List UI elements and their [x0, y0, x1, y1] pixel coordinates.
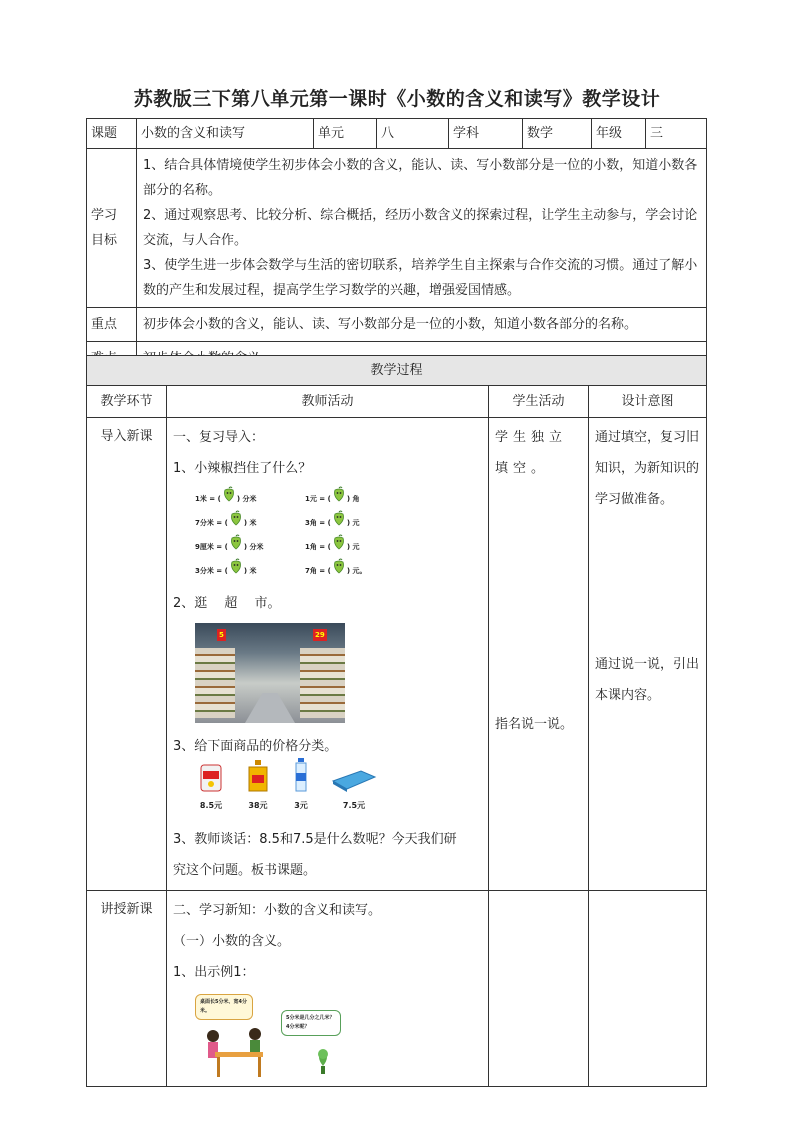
unit-value: 八 [377, 119, 449, 149]
pepper-icon [229, 558, 243, 585]
pepper-icon [332, 534, 346, 561]
info-table [86, 118, 707, 376]
design-intent-intro: 通过填空，复习旧知识，为新知识的学习做准备。 通过说一说，引出本课内容。 [589, 418, 707, 891]
product-detergent: 8.5元 [199, 763, 223, 818]
unit-label: 单元 [314, 119, 377, 149]
grade-label: 年级 [592, 119, 646, 149]
pepper-equations [195, 486, 482, 582]
teacher-activity-new: 二、学习新知：小数的含义和读写。 （一）小数的含义。 1、出示例1： 桌面长5分米、宽4分米。 5分米是几分之几米？4分米呢？ [167, 891, 489, 1087]
speech-bubble: 5分米是几分之几米？4分米呢？ [281, 1010, 341, 1036]
student-activity-intro: 学生独立填空。 指名说一说。 [489, 418, 589, 891]
students-at-desk-icon [195, 992, 355, 1082]
supermarket-image [195, 623, 345, 723]
goal-item: 2、通过观察思考、比较分析、综合概括，经历小数含义的探索过程，让学生主动参与，学会讨论交流，与人合作。 [143, 208, 698, 248]
pepper-equation: 1元 = ( ) 角 [305, 486, 359, 513]
towel-icon [331, 767, 377, 793]
pepper-equation: 1角 = ( ) 元 [305, 534, 359, 561]
pepper-icon [222, 486, 236, 513]
col-stage: 教学环节 [87, 386, 167, 418]
pepper-equation: 3分米 = ( ) 米 [195, 558, 256, 585]
teacher-activity-intro: 一、复习导入： 1、小辣椒挡住了什么？ 1米 = ( ) 分米 1元 = ( ) 角 7分米 = ( ) 米 3角 = ( ) 元 9厘米 = ( ) 分米 1角 = ( ) 元 3分米 = ( ) 米 7角 = ( ) 元。 2、逛 超 市。 5 29 3、给下面商品的价格分类。 8.5元 38元 3元 7.5元 3、教师谈话：8.5和7.5是什么数呢？今天我们研 究这个问题。板书课题。 [167, 418, 489, 891]
pepper-icon [229, 510, 243, 537]
pepper-equation: 1米 = ( ) 分米 [195, 486, 256, 513]
product-oil: 38元 [245, 759, 271, 818]
goal-item: 1、结合具体情境使学生初步体会小数的含义，能认、读、写小数部分是一位的小数，知道小数各部分的名称。 [143, 158, 698, 198]
price-sign: 5 [219, 631, 224, 639]
process-header: 教学过程 [87, 356, 707, 386]
stage-intro: 导入新课 [87, 418, 167, 891]
goals-label: 学习 目标 [87, 149, 137, 308]
detergent-icon [199, 763, 223, 793]
pepper-equation: 3角 = ( ) 元 [305, 510, 359, 537]
topic-value: 小数的含义和读写 [137, 119, 314, 149]
speech-bubble: 桌面长5分米、宽4分米。 [195, 994, 253, 1020]
design-intent-new [589, 891, 707, 1087]
subject-label: 学科 [449, 119, 523, 149]
pepper-icon [332, 486, 346, 513]
product-water: 3元 [293, 757, 309, 818]
col-teacher: 教师活动 [167, 386, 489, 418]
goal-item: 3、使学生进一步体会数学与生活的密切联系，培养学生自主探索与合作交流的习惯。通过了解小数的产生和发展过程，提高学生学习数学的兴趣，增强爱国情感。 [143, 258, 698, 298]
product-towel: 7.5元 [331, 767, 377, 818]
pepper-icon [332, 510, 346, 537]
pepper-equation: 7角 = ( ) 元。 [305, 558, 366, 585]
goals-content [137, 149, 707, 308]
process-table [86, 355, 707, 1087]
subject-value: 数学 [523, 119, 592, 149]
col-intent: 设计意图 [589, 386, 707, 418]
price-sign: 29 [315, 631, 325, 639]
example-illustration [195, 992, 482, 1082]
water-bottle-icon [293, 757, 309, 793]
topic-label: 课题 [87, 119, 137, 149]
document-title: 苏教版三下第八单元第一课时《小数的含义和读写》教学设计 [133, 88, 661, 110]
col-student: 学生活动 [489, 386, 589, 418]
key-label: 重点 [87, 308, 137, 342]
pepper-equation: 9厘米 = ( ) 分米 [195, 534, 263, 561]
pepper-icon [332, 558, 346, 585]
student-activity-new [489, 891, 589, 1087]
stage-new-lesson: 讲授新课 [87, 891, 167, 1087]
pepper-equation: 7分米 = ( ) 米 [195, 510, 256, 537]
oil-bottle-icon [245, 759, 271, 793]
grade-value: 三 [646, 119, 707, 149]
pepper-icon [229, 534, 243, 561]
product-row [199, 766, 482, 818]
key-value: 初步体会小数的含义，能认、读、写小数部分是一位的小数，知道小数各部分的名称。 [137, 308, 707, 342]
